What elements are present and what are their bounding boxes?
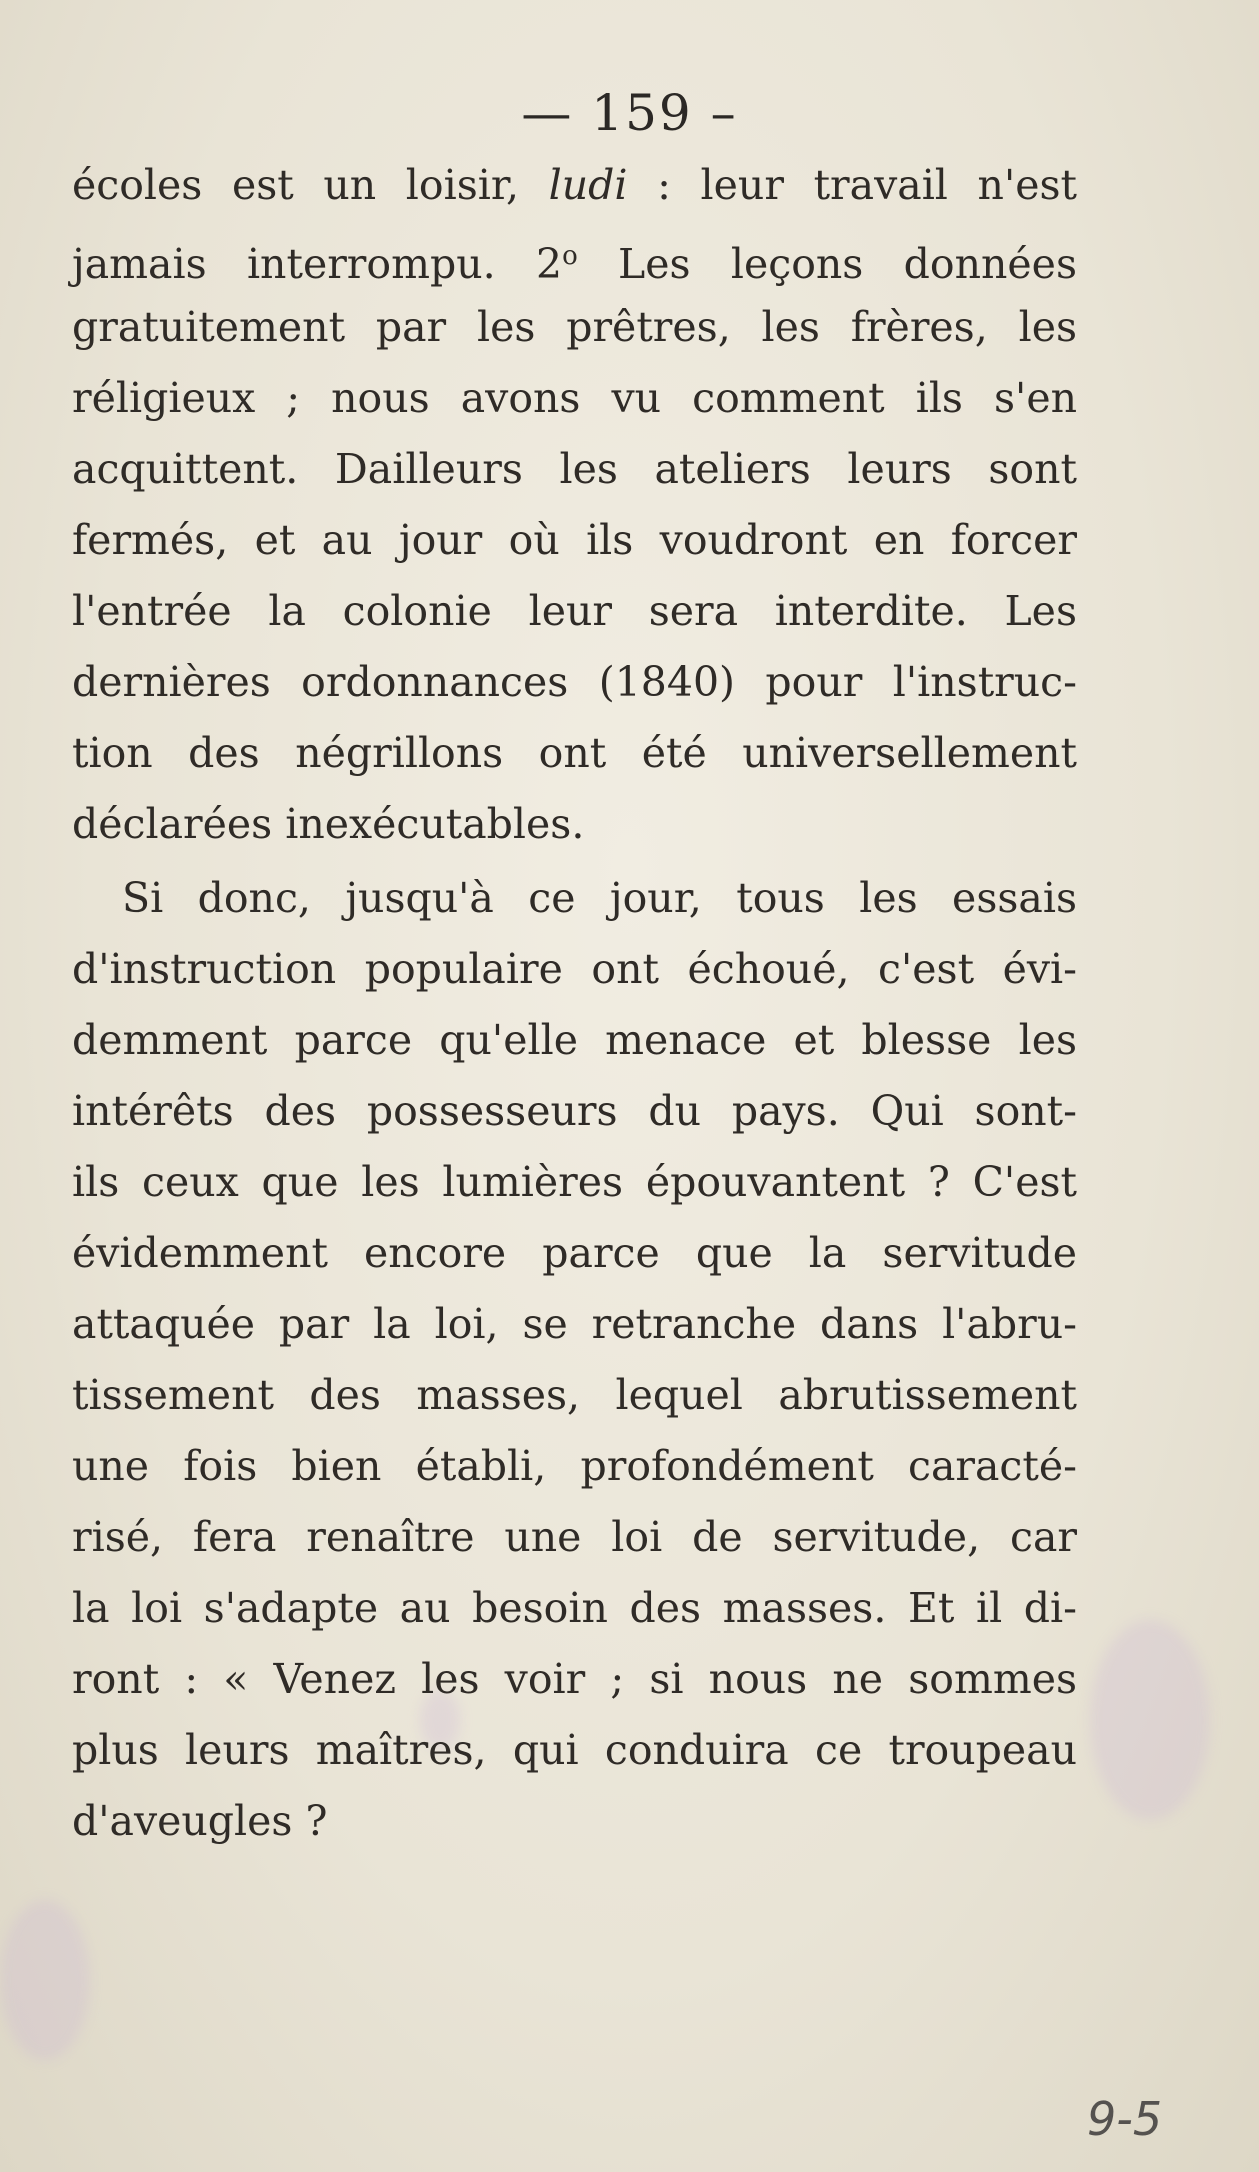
text-line: plus leurs maîtres, qui conduira ce troupeau [72,1726,1077,1774]
text-segment: Les leçons données [577,240,1077,288]
text-line: dernières ordonnances (1840) pour l'instruc- [72,658,1077,706]
text-line: d'aveugles ? [72,1797,328,1845]
text-line: tion des négrillons ont été universellement [72,729,1077,777]
text-line: risé, fera renaître une loi de servitude, car [72,1513,1077,1561]
ink-stain [0,1900,90,2060]
text-line: Si donc, jusqu'à ce jour, tous les essais [122,874,1077,922]
italic-word: ludi [548,161,628,209]
body-text [72,150,1077,1857]
text-line: la loi s'adapte au besoin des masses. Et il di- [72,1584,1077,1632]
text-line: gratuitement par les prêtres, les frères, les [72,303,1077,351]
text-line: ils ceux que les lumières épouvantent ? C'est [72,1158,1077,1206]
text-segment: : leur travail n'est [627,161,1077,209]
superscript: o [562,241,578,271]
ink-stain [1090,1620,1210,1820]
text-line: déclarées inexécutables. [72,800,585,848]
text-line: intérêts des possesseurs du pays. Qui sont- [72,1087,1077,1135]
text-segment: écoles est un loisir, [72,161,549,209]
text-line [72,150,1077,221]
text-line: acquittent. Dailleurs les ateliers leurs sont [72,445,1077,493]
text-line: demment parce qu'elle menace et blesse les [72,1016,1077,1064]
text-segment: jamais interrompu. 2 [72,240,563,288]
handwritten-note: 9-5 [1087,2092,1163,2146]
text-line: attaquée par la loi, se retranche dans l'abru- [72,1300,1077,1348]
text-line: tissement des masses, lequel abrutissement [72,1371,1077,1419]
text-line: ront : « Venez les voir ; si nous ne sommes [72,1655,1077,1703]
text-line: une fois bien établi, profondément caracté- [72,1442,1077,1490]
page-number: — 159 – [521,84,738,142]
text-line: évidemment encore parce que la servitude [72,1229,1077,1277]
text-line: réligieux ; nous avons vu comment ils s'en [72,374,1077,422]
text-line: l'entrée la colonie leur sera interdite. Les [72,587,1077,635]
text-line: fermés, et au jour où ils voudront en forcer [72,516,1077,564]
text-line [72,221,1077,292]
text-line: d'instruction populaire ont échoué, c'est évi- [72,945,1077,993]
